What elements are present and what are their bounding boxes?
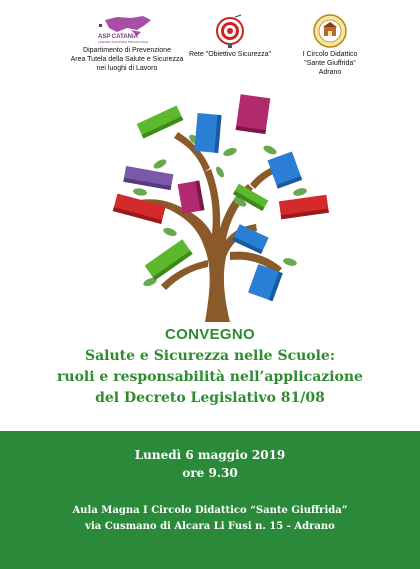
book-green-top-left: [137, 105, 184, 138]
svg-text:ASP CATANIA: ASP CATANIA: [98, 34, 139, 40]
svg-text:AZIENDA SANITARIA PROVINCIALE: AZIENDA SANITARIA PROVINCIALE: [98, 40, 149, 44]
event-venue: [0, 503, 420, 535]
event-info-band: [0, 431, 420, 569]
circolo-line-3: Adrano: [318, 69, 342, 76]
book-tree-illustration: [100, 92, 340, 322]
event-kicker: CONVEGNO: [165, 326, 255, 343]
asp-line-3: nei luoghi di Lavoro: [96, 65, 158, 72]
book-purple-top-right: [236, 94, 271, 134]
rete-line-1: Rete "Obiettivo Sicurezza": [188, 51, 271, 58]
event-venue-line-1: Aula Magna I Circolo Didattico “Sante Giuffrida”: [72, 505, 348, 516]
event-title-block: [0, 326, 420, 409]
asp-line-1: Dipartimento di Prevenzione: [83, 47, 171, 54]
event-venue-line-2: via Cusmano di Alcara Li Fusi n. 15 - Adrano: [85, 521, 335, 532]
event-title-line-2: ruoli e responsabilità nell’applicazione: [57, 369, 363, 385]
event-title-line-1: Salute e Sicurezza nelle Scuole:: [84, 348, 336, 364]
asp-catania-logo: [97, 14, 157, 44]
book-blue-right: [267, 152, 302, 189]
rete-partner: [180, 14, 280, 59]
event-title-line-3: del Decreto Legislativo 81/08: [95, 390, 325, 406]
event-time: ore 9.30: [182, 466, 238, 480]
asp-line-2: Area Tutela della Salute e Sicurezza: [70, 56, 184, 63]
book-red-right: [279, 195, 329, 220]
book-blue-top: [194, 113, 221, 153]
circolo-line-2: "Sante Giuffrida": [304, 60, 356, 67]
circolo-caption: [280, 50, 380, 77]
book-purple-left: [123, 166, 173, 190]
circolo-line-1: I Circolo Didattico: [302, 51, 358, 58]
rete-caption: [180, 50, 280, 59]
circolo-partner: [280, 14, 380, 77]
book-red-left: [113, 194, 166, 224]
target-logo: [215, 14, 245, 48]
partner-logos-row: [0, 0, 420, 95]
school-seal-logo: [313, 14, 347, 48]
event-date: Lunedì 6 maggio 2019: [134, 448, 286, 462]
